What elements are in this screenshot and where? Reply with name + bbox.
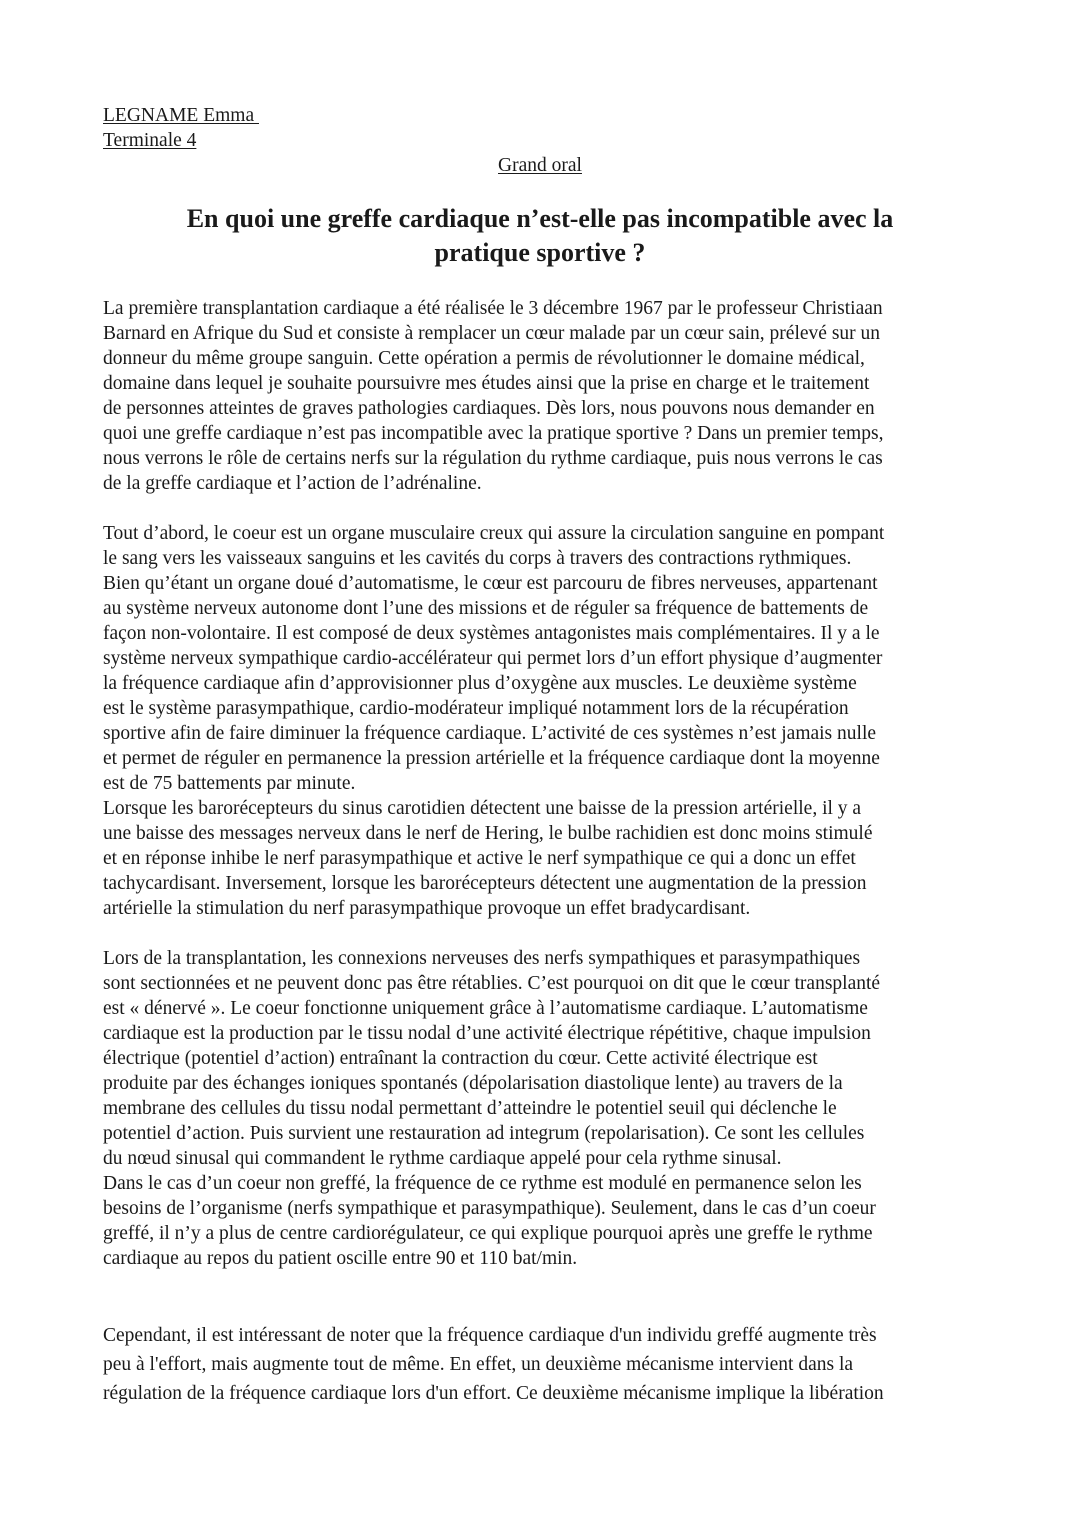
text-line: système nerveux sympathique cardio-accélérateur qui permet lors d’un effort physique d’augmenter	[103, 648, 883, 669]
text-line: La première transplantation cardiaque a été réalisée le 3 décembre 1967 par le professeur Christiaan	[103, 298, 883, 319]
title-line: En quoi une greffe cardiaque n’est-elle pas incompatible avec la	[186, 204, 894, 233]
text-line: produite par des échanges ioniques spontanés (dépolarisation diastolique lente) au travers de la	[103, 1073, 843, 1094]
text-line: est « dénervé ». Le coeur fonctionne uniquement grâce à l’automatisme cardiaque. L’automatisme	[103, 998, 868, 1019]
text-line: Cependant, il est intéressant de noter que la fréquence cardiaque d'un individu greffé augmente très	[103, 1325, 877, 1346]
text-line: la fréquence cardiaque afin d’approvisionner plus d’oxygène aux muscles. Le deuxième système	[103, 673, 857, 694]
text-line: est de 75 battements par minute.	[103, 773, 356, 794]
text-line: artérielle la stimulation du nerf parasympathique provoque un effet bradycardisant.	[103, 898, 751, 919]
text-line: le sang vers les vaisseaux sanguins et les cavités du corps à travers des contractions rythmiques.	[103, 548, 852, 569]
text-line: Lorsque les barorécepteurs du sinus carotidien détectent une baisse de la pression artérielle, il y a	[103, 798, 862, 819]
paragraph-nervous-regulation	[103, 521, 983, 921]
text-line: de la greffe cardiaque et l’action de l’adrénaline.	[103, 473, 482, 494]
text-line: une baisse des messages nerveux dans le nerf de Hering, le bulbe rachidien est donc moins stimulé	[103, 823, 873, 844]
text-line: du nœud sinusal qui commandent le rythme cardiaque appelé pour cela rythme sinusal.	[103, 1148, 782, 1169]
text-line: régulation de la fréquence cardiaque lors d'un effort. Ce deuxième mécanisme implique la libération	[103, 1383, 884, 1404]
text-line: domaine dans lequel je souhaite poursuivre mes études ainsi que la prise en charge et le traitement	[103, 373, 870, 394]
text-line: est le système parasympathique, cardio-modérateur impliqué notamment lors de la récupération	[103, 698, 849, 719]
author-name: LEGNAME Emma	[103, 105, 259, 126]
text-line: au système nerveux autonome dont l’une des missions et de réguler sa fréquence de battements de	[103, 598, 869, 619]
document-subtitle: Grand oral	[498, 155, 582, 176]
text-line: cardiaque est la production par le tissu nodal d’une activité électrique répétitive, chaque impulsion	[103, 1023, 871, 1044]
text-line: sportive afin de faire diminuer la fréquence cardiaque. L’activité de ces systèmes n’est jamais nulle	[103, 723, 877, 744]
text-line: électrique (potentiel d’action) entraînant la contraction du cœur. Cette activité électrique est	[103, 1048, 818, 1069]
text-line: et permet de réguler en permanence la pression artérielle et la fréquence cardiaque dont la moyenne	[103, 748, 880, 769]
document-title	[120, 202, 960, 270]
text-line: de personnes atteintes de graves pathologies cardiaques. Dès lors, nous pouvons nous demander en	[103, 398, 875, 419]
text-line: tachycardisant. Inversement, lorsque les barorécepteurs détectent une augmentation de la pression	[103, 873, 867, 894]
paragraph-introduction	[103, 296, 983, 496]
paragraph-second-mechanism	[103, 1321, 983, 1408]
text-line: Lors de la transplantation, les connexions nerveuses des nerfs sympathiques et parasympathiques	[103, 948, 861, 969]
text-line: façon non-volontaire. Il est composé de deux systèmes antagonistes mais complémentaires. Il y a le	[103, 623, 880, 644]
text-line: nous verrons le rôle de certains nerfs sur la régulation du rythme cardiaque, puis nous verrons le cas	[103, 448, 883, 469]
text-line: donneur du même groupe sanguin. Cette opération a permis de révolutionner le domaine médical,	[103, 348, 865, 369]
text-line: Bien qu’étant un organe doué d’automatisme, le cœur est parcouru de fibres nerveuses, appartenant	[103, 573, 878, 594]
text-line: Dans le cas d’un coeur non greffé, la fréquence de ce rythme est modulé en permanence selon les	[103, 1173, 862, 1194]
text-line: Tout d’abord, le coeur est un organe musculaire creux qui assure la circulation sanguine en pompant	[103, 523, 885, 544]
paragraph-transplantation	[103, 946, 983, 1271]
text-line: et en réponse inhibe le nerf parasympathique et active le nerf sympathique ce qui a donc un effet	[103, 848, 856, 869]
text-line: quoi une greffe cardiaque n’est pas incompatible avec la pratique sportive ? Dans un premier temps,	[103, 423, 884, 444]
text-line: Barnard en Afrique du Sud et consiste à remplacer un cœur malade par un cœur sain, prélevé sur un	[103, 323, 881, 344]
text-line: potentiel d’action. Puis survient une restauration ad integrum (repolarisation). Ce sont les cellules	[103, 1123, 865, 1144]
title-line: pratique sportive ?	[434, 238, 646, 267]
text-line: cardiaque au repos du patient oscille entre 90 et 110 bat/min.	[103, 1248, 578, 1269]
text-line: besoins de l’organisme (nerfs sympathique et parasympathique). Seulement, dans le cas d’un coeur	[103, 1198, 876, 1219]
text-line: greffé, il n’y a plus de centre cardiorégulateur, ce qui explique pourquoi après une greffe le rythme	[103, 1223, 873, 1244]
text-line: sont sectionnées et ne peuvent donc pas être rétablies. C’est pourquoi on dit que le cœur transplanté	[103, 973, 881, 994]
class-label: Terminale 4	[103, 130, 197, 151]
text-line: membrane des cellules du tissu nodal permettant d’atteindre le potentiel seuil qui déclenche le	[103, 1098, 837, 1119]
text-line: peu à l'effort, mais augmente tout de même. En effet, un deuxième mécanisme intervient dans la	[103, 1354, 854, 1375]
